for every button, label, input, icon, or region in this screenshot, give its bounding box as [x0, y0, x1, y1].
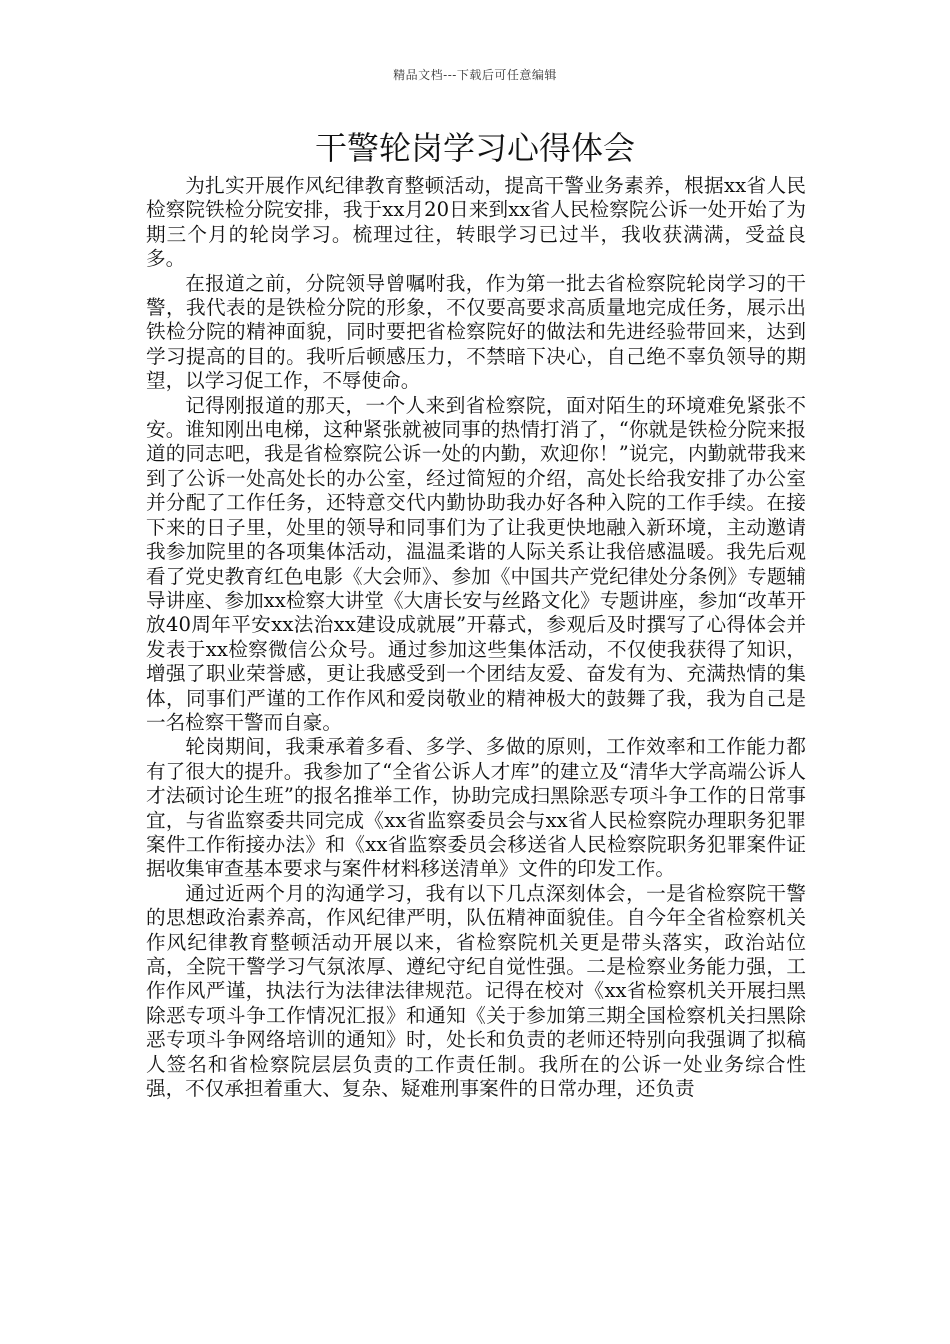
paragraph-1: 为扎实开展作风纪律教育整顿活动，提高干警业务素养，根据xx省人民检察院铁检分院安排，我于xx月20日来到xx省人民检察院公诉一处开始了为期三个月的轮岗学习。梳理过往，转眼学习已过半，我收获满满，受益良多。: [146, 174, 806, 271]
paragraph-3: 记得刚报道的那天，一个人来到省检察院，面对陌生的环境难免紧张不安。谁知刚出电梯，这种紧张就被同事的热情打消了，“你就是铁检分院来报道的同志吧，我是省检察院公诉一处的内勤，欢迎你！”说完，内勤就带我来到了公诉一处高处长的办公室，经过简短的介绍，高处长给我安排了办公室并分配了工作任务，还特意交代内勤协助我办好各种入院的工作手续。在接下来的日子里，处里的领导和同事们为了让我更快地融入新环境，主动邀请我参加院里的各项集体活动，温温柔谐的人际关系让我倍感温暖。我先后观看了党史教育红色电影《大会师》、参加《中国共产党纪律处分条例》专题辅导讲座、参加xx检察大讲堂《大唐长安与丝路文化》专题讲座，参加“改革开放40周年平安xx法治xx建设成就展”开幕式，参观后及时撰写了心得体会并发表于xx检察微信公众号。通过参加这些集体活动，不仅使我获得了知识，增强了职业荣誉感，更让我感受到一个团结友爱、奋发有为、充满热情的集体，同事们严谨的工作作风和爱岗敬业的精神极大的鼓舞了我，我为自己是一名检察干警而自豪。: [146, 393, 806, 734]
paragraph-2: 在报道之前，分院领导曾嘱咐我，作为第一批去省检察院轮岗学习的干警，我代表的是铁检分院的形象，不仅要高要求高质量地完成任务，展示出铁检分院的精神面貌，同时要把省检察院好的做法和先进经验带回来，达到学习提高的目的。我听后顿感压力，不禁暗下决心，自己绝不辜负领导的期望，以学习促工作，不辱使命。: [146, 271, 806, 393]
paragraph-5: 通过近两个月的沟通学习，我有以下几点深刻体会，一是省检察院干警的思想政治素养高，作风纪律严明，队伍精神面貌佳。自今年全省检察机关作风纪律教育整顿活动开展以来，省检察院机关更是带头落实，政治站位高，全院干警学习气氛浓厚、遵纪守纪自觉性强。二是检察业务能力强，工作作风严谨，执法行为法律法律规范。记得在校对《xx省检察机关开展扫黑除恶专项斗争工作情况汇报》和通知《关于参加第三期全国检察机关扫黑除恶专项斗争网络培训的通知》时，处长和负责的老师还特别向我强调了拟稿人签名和省检察院层层负责的工作责任制。我所在的公诉一处业务综合性强，不仅承担着重大、复杂、疑难刑事案件的日常办理，还负责: [146, 881, 806, 1101]
document-title: 干警轮岗学习心得体会: [314, 129, 635, 167]
header-note: 精品文档---下载后可任意编辑: [393, 68, 557, 82]
paragraph-4: 轮岗期间，我秉承着多看、多学、多做的原则，工作效率和工作能力都有了很大的提升。我参加了“全省公诉人才库”的建立及“清华大学高端公诉人才法硕讨论生班”的报名推举工作，协助完成扫黑除恶专项斗争工作的日常事宜，与省监察委共同完成《xx省监察委员会与xx省人民检察院办理职务犯罪案件工作衔接办法》和《xx省监察委员会移送省人民检察院职务犯罪案件证据收集审查基本要求与案件材料移送清单》文件的印发工作。: [146, 735, 806, 881]
document-body: [146, 174, 806, 1101]
